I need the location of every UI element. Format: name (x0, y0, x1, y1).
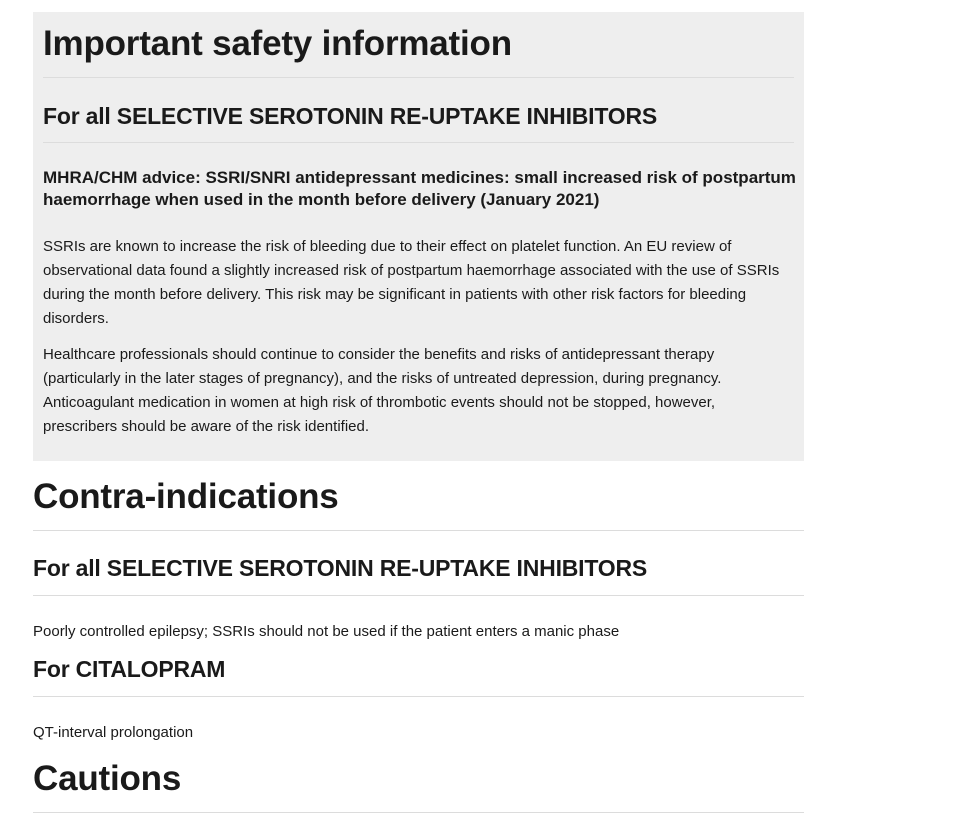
contra-ssri-heading: For all SELECTIVE SEROTONIN RE-UPTAKE INHIBITORS (33, 555, 648, 581)
safety-paragraph-1: SSRIs are known to increase the risk of bleeding due to their effect on platelet function. An EU review of observational data found a slightly increased risk of postpartum haemorrhage associated with the use of SSRIs during the month before delivery. This risk may be significant in patients with other risk factors for bleeding disorders. (43, 238, 780, 327)
safety-paragraph-2: Healthcare professionals should continue to consider the benefits and risks of antidepressant therapy (particularly in the later stages of pregnancy), and the risks of untreated depression, during pregnancy. Anticoagulant medication in women at high risk of thrombotic events should not be stopped, however, prescribers should be aware of the risk identified. (43, 346, 722, 435)
contra-title-divider (33, 530, 804, 531)
mhra-advice-title: MHRA/CHM advice: SSRI/SNRI antidepressant medicines: small increased risk of postpartum haemorrhage when used in the month before delivery (January 2021) (43, 168, 796, 209)
cautions-title: Cautions (33, 759, 182, 798)
contra-ssri-text: Poorly controlled epilepsy; SSRIs should not be used if the patient enters a manic phase (33, 623, 620, 640)
safety-group-heading: For all SELECTIVE SEROTONIN RE-UPTAKE INHIBITORS (43, 103, 658, 129)
cautions-title-divider (33, 812, 804, 813)
safety-group-divider (43, 142, 794, 143)
contra-citalopram-divider (33, 696, 804, 697)
important-safety-information-box (33, 12, 804, 461)
safety-title-divider (43, 77, 794, 78)
contra-indications-title: Contra-indications (33, 477, 339, 516)
contra-citalopram-text: QT-interval prolongation (33, 724, 194, 741)
contra-citalopram-heading: For CITALOPRAM (33, 656, 226, 682)
contra-ssri-divider (33, 595, 804, 596)
safety-title: Important safety information (43, 24, 512, 63)
